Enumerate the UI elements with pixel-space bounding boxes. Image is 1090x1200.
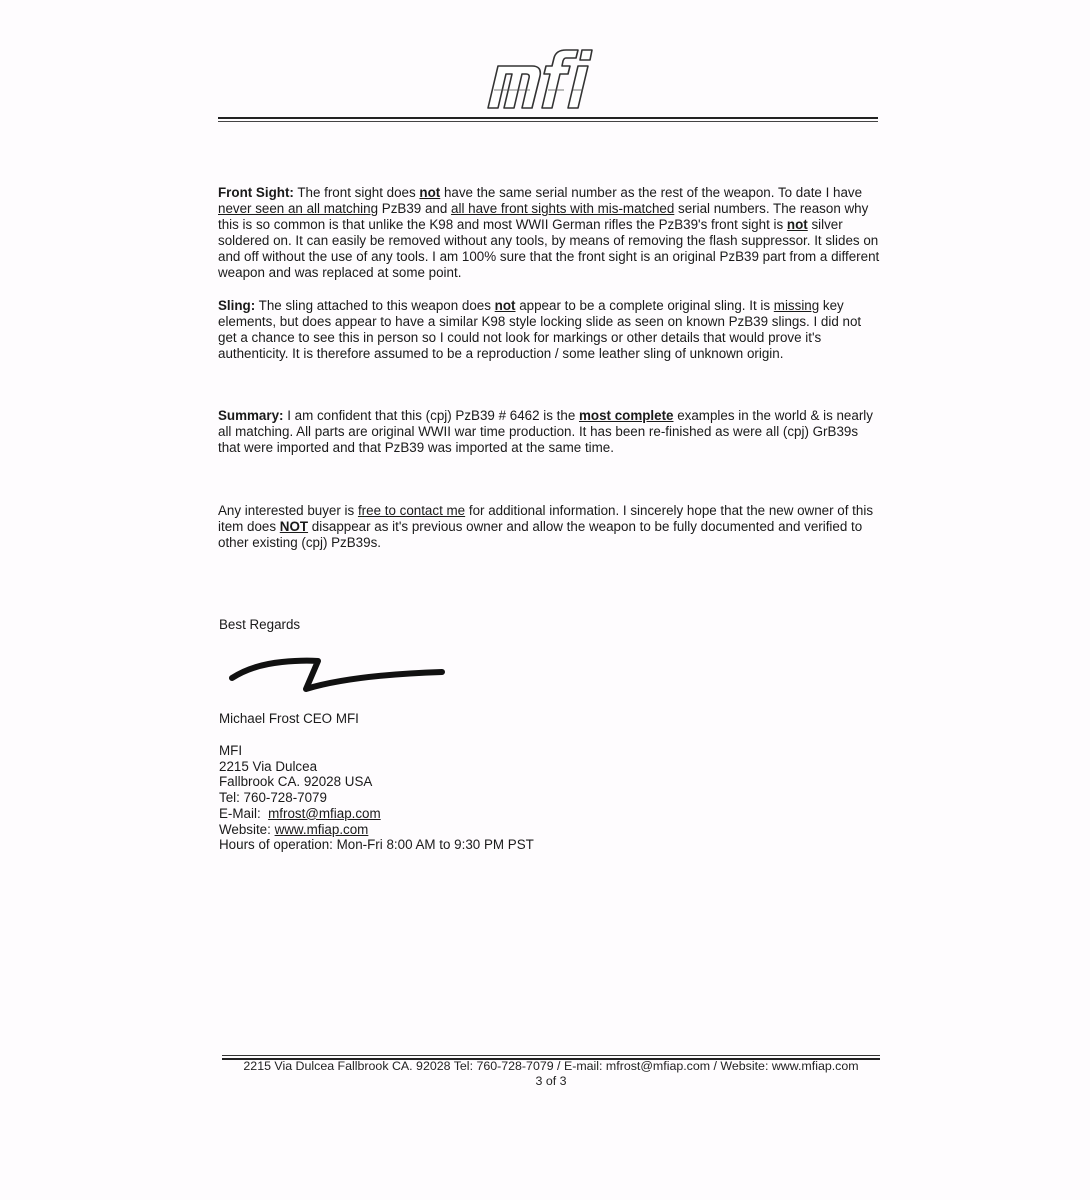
signature-image xyxy=(222,645,452,695)
sling-heading: Sling: xyxy=(218,298,256,313)
footer-rule xyxy=(222,1055,880,1056)
page-footer xyxy=(222,1059,880,1089)
sling-paragraph: Sling: The sling attached to this weapon does not appear to be a complete original sling. It is missing key elements, but does appear to have a similar K98 style locking slide as seen on known PzB39 slings. I did not get a chance to see this in person so I could not look for markings or other details that would prove it's authenticity. It is therefore assumed to be a reproduction / some leather sling of unknown origin. xyxy=(218,298,862,361)
contact-block xyxy=(219,743,534,853)
summary-section xyxy=(218,408,880,456)
page-number: 3 of 3 xyxy=(535,1074,567,1088)
contact-company: MFI xyxy=(219,743,243,758)
buyer-paragraph: Any interested buyer is free to contact me for additional information. I sincerely hope that the new owner of this item does NOT disappear as it's previous owner and allow the weapon to be fully documented and verified to other existing (cpj) PzB39s. xyxy=(218,503,874,550)
header-rule-thin xyxy=(218,121,878,122)
sling-section xyxy=(218,298,880,362)
contact-city: Fallbrook CA. 92028 USA xyxy=(219,774,373,790)
mfi-logo xyxy=(480,46,604,116)
website-link[interactable]: www.mfiap.com xyxy=(274,821,369,837)
contact-website-row: Website: www.mfiap.com xyxy=(219,821,369,837)
email-link[interactable]: mfrost@mfiap.com xyxy=(268,805,381,821)
signer-name: Michael Frost CEO MFI xyxy=(219,711,359,726)
summary-heading: Summary: xyxy=(218,408,284,423)
header-rule xyxy=(218,117,878,119)
contact-hours: Hours of operation: Mon-Fri 8:00 AM to 9:30 PM PST xyxy=(219,837,534,853)
front-sight-heading: Front Sight: xyxy=(218,185,294,200)
buyer-section xyxy=(218,503,880,551)
front-sight-section xyxy=(218,185,880,281)
front-sight-paragraph: Front Sight: The front sight does not have the same serial number as the rest of the weapon. To date I have never seen an all matching PzB39 and all have front sights with mis-matched serial numbers. The reason why this is so common is that unlike the K98 and most WWII German rifles the PzB39's front sight is not silver soldered on. It can easily be removed without any tools, by means of removing the flash suppressor. It slides on and off without the use of any tools. I am 100% sure that the front sight is an original PzB39 part from a different weapon and was replaced at some point. xyxy=(218,185,880,280)
closing-salutation: Best Regards xyxy=(219,617,301,632)
contact-street: 2215 Via Dulcea xyxy=(219,758,318,774)
summary-paragraph: Summary: I am confident that this (cpj) PzB39 # 6462 is the most complete examples in the world & is nearly all matching. All parts are original WWII war time production. It has been re-finished as were all (cpj) GrB39s that were imported and that PzB39 was imported at the same time. xyxy=(218,408,873,455)
contact-tel: Tel: 760-728-7079 xyxy=(219,790,327,806)
contact-email-row: E-Mail: mfrost@mfiap.com xyxy=(219,805,381,821)
footer-address: 2215 Via Dulcea Fallbrook CA. 92028 Tel: 760-728-7079 / E-mail: mfrost@mfiap.com / Website: www.mfiap.com xyxy=(243,1059,859,1073)
